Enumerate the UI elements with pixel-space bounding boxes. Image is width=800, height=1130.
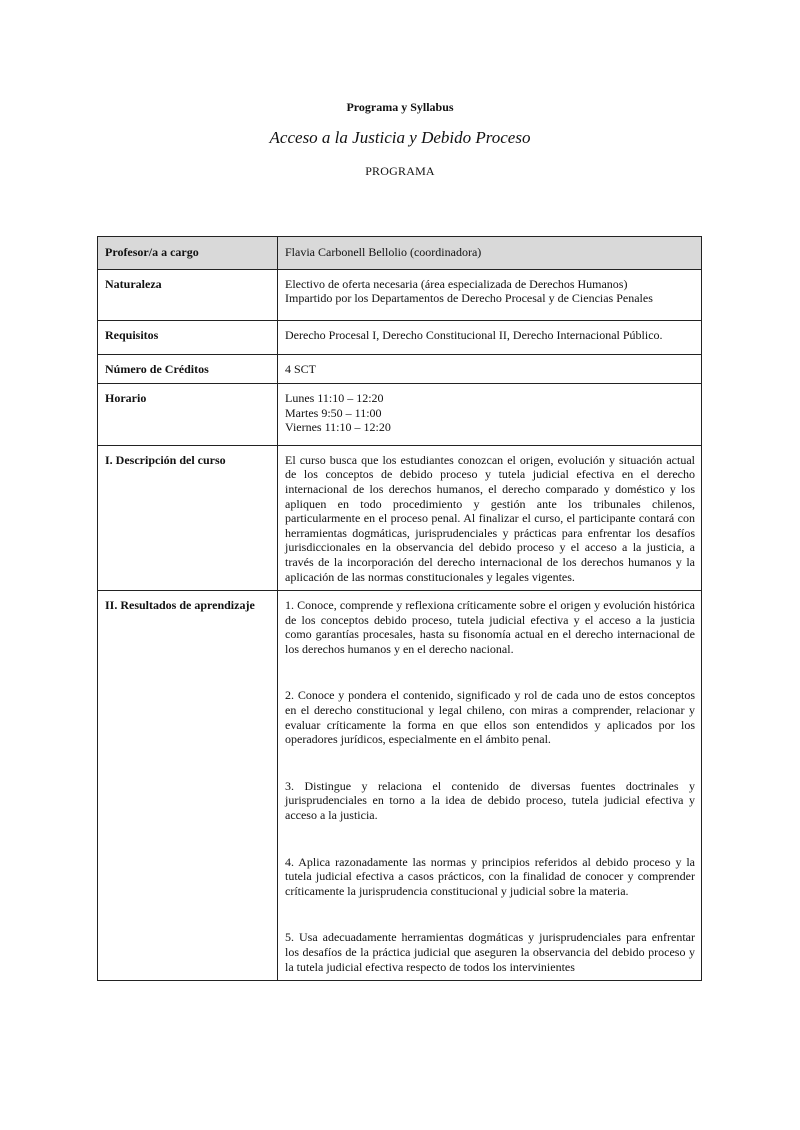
naturaleza-line: Electivo de oferta necesaria (área especializada de Derechos Humanos) xyxy=(285,276,628,291)
row-label: II. Resultados de aprendizaje xyxy=(98,591,278,981)
row-label: Naturaleza xyxy=(98,269,278,320)
table-row-creditos xyxy=(98,355,702,384)
list-item: 1. Conoce, comprende y reflexiona críticamente sobre el origen y evolución histórica de los conceptos debido proceso, tutela judicial efectiva y el acceso a la justicia como garantías procesales, hasta su fisonomía actual en el derecho internacional de los derechos humanos y en el derecho nacional. xyxy=(285,598,695,656)
requisitos-value: Derecho Procesal I, Derecho Constitucional II, Derecho Internacional Público. xyxy=(278,320,702,355)
naturaleza-line: Impartido por los Departamentos de Derecho Procesal y de Ciencias Penales xyxy=(285,291,653,306)
horario-line: Lunes 11:10 – 12:20 xyxy=(285,390,384,405)
table-row-naturaleza xyxy=(98,269,702,320)
list-item: 2. Conoce y pondera el contenido, significado y rol de cada uno de estos conceptos en el derecho constitucional y legal chileno, con miras a comprender, relacionar y evaluar críticamente la forma en que ellos son entendidos y aplicados por los operadores jurídicos, especialmente en el ámbito penal. xyxy=(285,688,695,747)
list-item: 5. Usa adecuadamente herramientas dogmáticas y jurisprudenciales para enfrentar los desafíos de la práctica judicial que aseguren la observancia del debido proceso y la tutela judicial efectiva respecto de todos los intervinientes xyxy=(285,930,695,974)
creditos-value: 4 SCT xyxy=(278,355,702,384)
table-row-horario xyxy=(98,383,702,445)
naturaleza-value xyxy=(278,269,702,320)
section-heading: PROGRAMA xyxy=(365,164,435,178)
list-item: 4. Aplica razonadamente las normas y principios referidos al debido proceso y la tutela judicial efectiva a casos prácticos, con la finalidad de conocer y comprender críticamente la jurisprudencia constitucional y judicial sobre la materia. xyxy=(285,854,695,898)
horario-value xyxy=(278,383,702,445)
row-label: I. Descripción del curso xyxy=(98,445,278,590)
resultados-list xyxy=(278,591,702,981)
table-row-profesor xyxy=(98,237,702,270)
syllabus-table xyxy=(97,236,702,981)
row-label: Horario xyxy=(98,383,278,445)
list-item: 3. Distingue y relaciona el contenido de diversas fuentes doctrinales y jurisprudenciales en torno a la idea de debido proceso, tutela judicial efectiva y acceso a la justicia. xyxy=(285,778,695,823)
horario-line: Martes 9:50 – 11:00 xyxy=(285,405,382,420)
row-label: Número de Créditos xyxy=(98,355,278,384)
row-label: Profesor/a a cargo xyxy=(98,237,278,270)
profesor-value: Flavia Carbonell Bellolio (coordinadora) xyxy=(278,237,702,270)
table-row-requisitos xyxy=(98,320,702,355)
table-row-descripcion xyxy=(98,445,702,590)
row-label: Requisitos xyxy=(98,320,278,355)
table-row-resultados xyxy=(98,591,702,981)
horario-line: Viernes 11:10 – 12:20 xyxy=(285,420,391,435)
course-title: Acceso a la Justicia y Debido Proceso xyxy=(269,128,531,147)
document-kicker: Programa y Syllabus xyxy=(346,100,454,114)
descripcion-value: El curso busca que los estudiantes conozcan el origen, evolución y situación actual de los conceptos de debido proceso y tutela judicial efectiva en el derecho internacional de los derechos humanos, el derecho comparado y doméstico y los apliquen en todo procedimiento y gestión ante los tribunales chilenos, particularmente en el proceso penal. Al finalizar el curso, el participante contará con herramientas dogmáticas, jurisprudenciales y prácticas para enfrentar los desafíos jurisdiccionales en la observancia del debido proceso y el acceso a la justicia, a través de la incorporación del derecho internacional de los derechos humanos y la aplicación de las normas constitucionales y legales vigentes. xyxy=(278,445,702,590)
